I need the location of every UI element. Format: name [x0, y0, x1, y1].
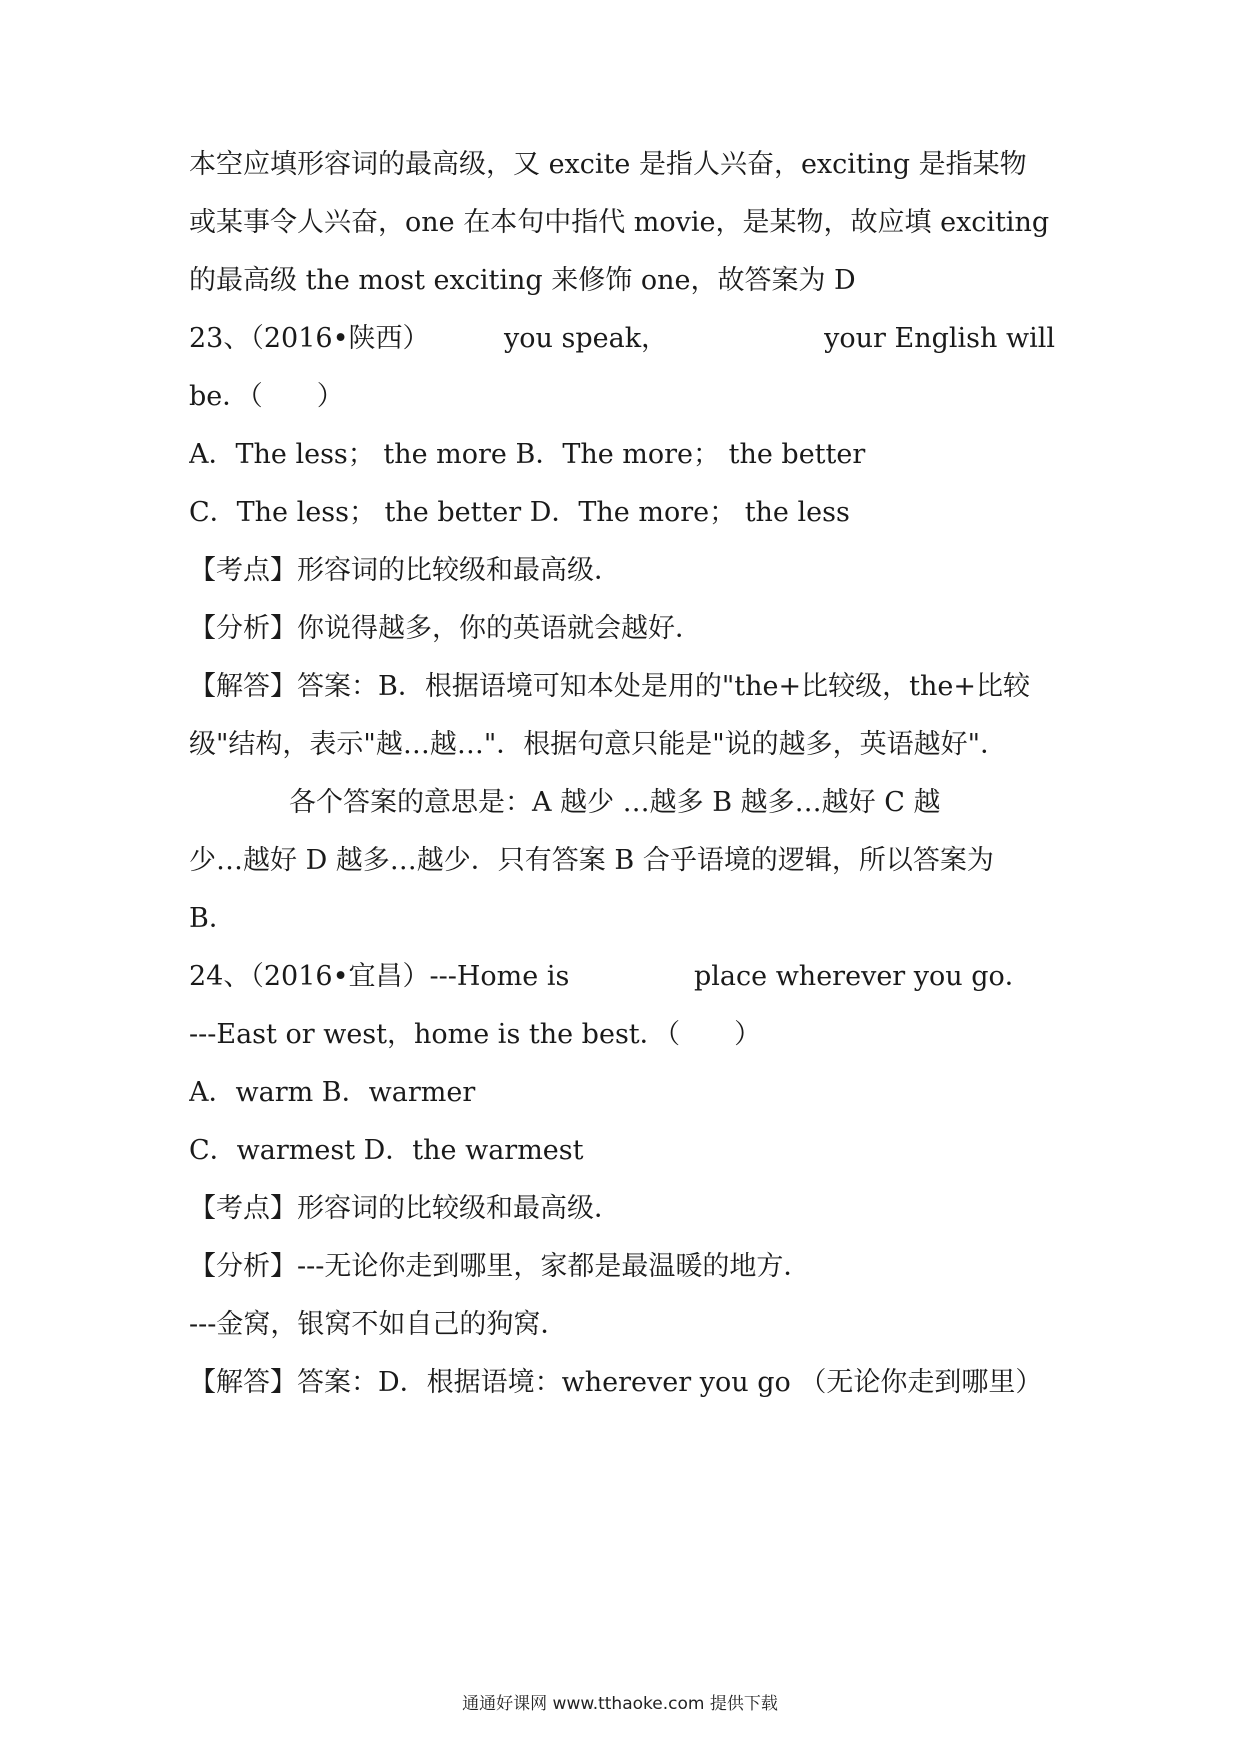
question-24-source: 24、（2016•宜昌）---Home is	[189, 961, 570, 992]
question-23-jieda: B．	[189, 903, 236, 934]
question-24-fenxi: 【分析】---无论你走到哪里，家都是最温暖的地方．	[189, 1251, 811, 1282]
question-23-jieda: 各个答案的意思是：A 越少 …越多 B 越多…越好 C 越	[289, 787, 941, 818]
question-23-options-ab: A．The less； the more B．The more； the better	[189, 439, 866, 470]
question-24-part-a: place wherever you go．	[694, 961, 1032, 992]
question-24-kaodian: 【考点】形容词的比较级和最高级．	[189, 1193, 621, 1224]
question-23-options-cd: C．The less； the better D．The more； the less	[189, 497, 850, 528]
question-23-part-a: you speak，	[504, 323, 669, 354]
question-23-source: 23、（2016•陕西）	[189, 323, 430, 354]
question-23-part-b: your English will	[824, 323, 1055, 354]
question-24-stem-end: ---East or west，home is the best．（ ）	[189, 1019, 762, 1050]
question-24-fenxi: ---金窝，银窝不如自己的狗窝．	[189, 1309, 568, 1340]
question-24-options-cd: C．warmest D．the warmest	[189, 1135, 584, 1166]
page-footer: 通通好课网 www.tthaoke.com 提供下载	[462, 1694, 778, 1714]
question-23-jieda: 【解答】答案：B．根据语境可知本处是用的"the+比较级，the+比较	[189, 671, 1030, 702]
question-23-jieda: 级"结构，表示"越…越…"．根据句意只能是"说的越多，英语越好"．	[189, 729, 1008, 760]
question-23-stem	[189, 319, 1055, 359]
question-23-jieda: 少…越好 D 越多…越少．只有答案 B 合乎语境的逻辑，所以答案为	[189, 845, 994, 876]
question-23-stem-end: be．（ ）	[189, 381, 344, 412]
question-23-fenxi: 【分析】你说得越多，你的英语就会越好．	[189, 613, 702, 644]
text-line: 本空应填形容词的最高级，又 excite 是指人兴奋，exciting 是指某物	[189, 149, 1027, 180]
text-line: 或某事令人兴奋，one 在本句中指代 movie，是某物，故应填 exciting	[189, 207, 1050, 238]
text-line: 的最高级 the most exciting 来修饰 one，故答案为 D	[189, 265, 856, 296]
question-23-kaodian: 【考点】形容词的比较级和最高级．	[189, 555, 621, 586]
question-24-stem	[189, 957, 1055, 997]
question-24-options-ab: A．warm B．warmer	[189, 1077, 476, 1108]
question-24-jieda: 【解答】答案：D．根据语境：wherever you go （无论你走到哪里）	[189, 1367, 1043, 1398]
